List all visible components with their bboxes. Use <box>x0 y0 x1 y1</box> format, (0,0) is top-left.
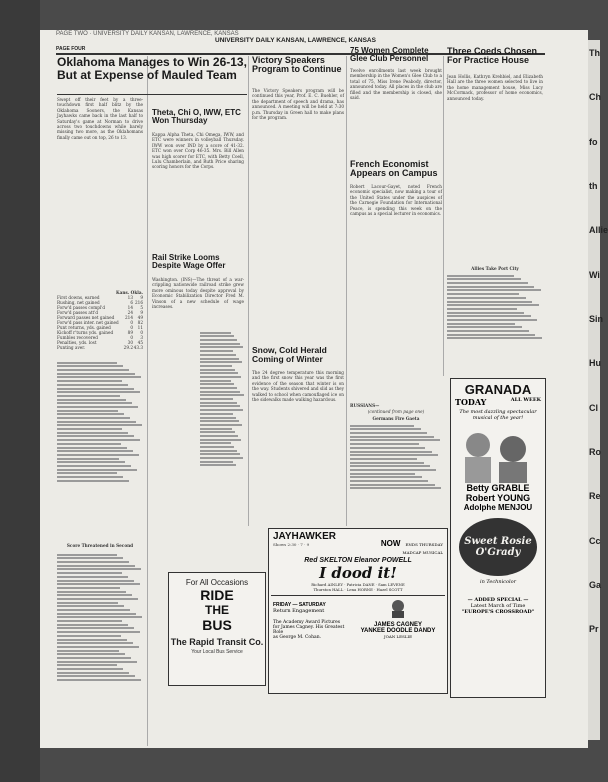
stats-value: 45 <box>137 340 143 346</box>
article-continued-rail <box>200 330 244 530</box>
right-page-fragment: Th <box>589 48 600 58</box>
stats-value: 29.2 <box>123 345 133 351</box>
top-header: PAGE TWO · UNIVERSITY DAILY KANSAN, LAWRENCE, KANSAS <box>56 31 239 37</box>
stats-label: Penalties, yds. lost <box>57 340 97 346</box>
stats-value: 3 <box>140 335 143 341</box>
jayhawker-cast1: Richard AINLEY · Patricia DANE · Sam LEVENE <box>311 582 405 587</box>
cagney-portrait-icon <box>388 598 408 618</box>
stats-label: First downs, earned <box>57 295 100 301</box>
stats-value: 43.3 <box>133 345 143 351</box>
subhead-gaeta: Germans Fire Gaeta <box>372 416 420 421</box>
russians-continued: (continued from page one) <box>367 409 425 414</box>
column-divider <box>248 56 249 526</box>
granada-stars-illustration-icon <box>453 423 543 483</box>
article-body-russians <box>350 423 442 523</box>
right-page-fragment: Pr <box>589 624 599 635</box>
headline-rail-strike: Rail Strike Looms Despite Wage Offer <box>152 253 226 271</box>
granada-grable: Betty GRABLE <box>466 483 530 493</box>
right-page-fragment: Allie <box>589 225 608 236</box>
article-body-oklahoma: Swept off their feet by a three-touchdown first half blitz by the Oklahoma Sooners, the Kansas Jayhawks came back in the last half to Saturday's game at Norman to drive across two touchdowns while barely missing two more, as the Oklahomans finally came out on top, 26 to 13. <box>57 97 143 140</box>
ad-transit-tagline: Your Local Bus Service <box>191 649 243 655</box>
headline-theta: Theta, Chi O, IWW, ETC Won Thursday <box>152 108 241 126</box>
jayhawker-cast2: Thurston HALL · Lena HORNE · Hazel SCOTT <box>313 587 403 592</box>
right-page-fragment: Ro <box>589 447 601 458</box>
granada-promo: The most dazzling spectacular musical of the year! <box>459 409 537 421</box>
granada-title-badge <box>459 518 537 576</box>
article-body-glee: Twelve enrollments last week brought membership in the Women's Glee Club to a total of 75, Miss Irene Peabody, director, announced today. All places in the club are filled and the membership is closed, she said. <box>350 68 442 101</box>
subhead-russians: RUSSIANS— <box>350 403 380 408</box>
jayhawker-award2: for James Cagney. His Greatest Role <box>273 625 345 635</box>
right-page-fragment: Ga <box>589 580 602 591</box>
column-divider <box>147 56 148 746</box>
jayhawker-theater: JAYHAWKER <box>273 531 336 542</box>
stats-value: 0 <box>130 335 133 341</box>
granada-young: Robert YOUNG <box>465 493 531 503</box>
ad-transit-line2: RIDE <box>200 587 234 603</box>
headline-glee-club: 75 Women Complete Glee Club Personnel <box>350 46 429 64</box>
stats-value: 216 <box>135 300 143 306</box>
granada-latest: Latest March of Time <box>470 603 526 609</box>
right-page-fragments <box>589 48 608 669</box>
stats-value: 9 <box>140 310 143 316</box>
article-tail-oklahoma <box>57 552 143 742</box>
article-body-snow: The 24 degree temperature this morning and the first snow this year was the first evidence of the season that winter is on the way. Students shivered and slid as they walked to school when camouflaged ice on the sidewalks made walking hazardous. <box>252 370 344 403</box>
headline-coeds: Three Coeds Chosen For Practice House <box>447 46 538 66</box>
stats-value: 82 <box>137 320 143 326</box>
article-body-french: Robert Lacour-Gayet, noted French economic specialist, now making a tour of the United States under the auspices of the Carnegie Foundation for International Peace, is spending this week on the campus as a special lecturer in economics. <box>350 184 442 217</box>
article-body-coeds: Jean Hollis, Kathryn Krehbiel, and Elizabeth Hall are the three women selected to live in the home management house, Miss Lucy McCormack, professor of home economics, announced today. <box>447 74 543 101</box>
jayhawker-leslie: JOAN LESLIE <box>383 634 412 639</box>
stats-value: 5 <box>140 305 143 311</box>
stats-value: 214 <box>125 315 133 321</box>
subhead-allies: Allies Take Port City <box>471 266 519 271</box>
article-body-theta: Kappa Alpha Theta, Chi Omega, IWW, and ETC were winners in volleyball Thursday. IWW won over IND by a score of 41-32. ETC won over Corp 46-35. Mrs. Bill Allen was high scorer for ETC, with Betty Coell, Lulu Chamberlain, and Ruth Price sharing scoring honors for the Corps. <box>152 132 244 170</box>
stats-label: Forw'd passes compl'd <box>57 305 106 311</box>
jayhawker-friday: FRIDAY — SATURDAY <box>273 602 326 608</box>
stats-value: 24 <box>127 310 133 316</box>
stats-label: Forw'd passes att'd <box>57 310 99 316</box>
stats-value: 14 <box>127 305 133 311</box>
right-page-fragment: Sin <box>589 314 604 325</box>
jayhawker-stars: Red SKELTON Eleanor POWELL <box>304 557 412 564</box>
stats-label: Rushing, net gained <box>57 300 100 306</box>
column-divider <box>443 56 444 376</box>
right-page-fragment: Hu <box>589 358 601 369</box>
article-tail-coeds <box>447 273 543 373</box>
headline-victory-speakers: Victory Speakers Program to Continue <box>252 55 342 75</box>
ad-rapid-transit <box>168 572 266 686</box>
ad-transit-line3: THE <box>205 603 229 617</box>
right-page-fragment: Ch <box>589 92 601 103</box>
stats-label: Forw'd pass inter. net gained <box>57 320 119 326</box>
granada-added: — ADDED SPECIAL — <box>467 597 529 603</box>
jayhawker-award3: as George M. Cohan. <box>273 635 322 640</box>
game-stats-table <box>57 290 143 350</box>
article-continued-oklahoma <box>57 360 143 540</box>
stats-value: 9 <box>140 295 143 301</box>
column-divider <box>346 56 347 526</box>
subhead-oklahoma: Score Threatened in Second <box>66 543 134 548</box>
stats-label: Forward passes net gained <box>57 315 115 321</box>
jayhawker-ends: ENDS THURSDAY <box>405 542 443 547</box>
jayhawker-top-row <box>269 529 447 557</box>
right-page-fragment: Cc <box>589 535 601 546</box>
stats-label: Punt returns, yds. gained <box>57 325 111 331</box>
jayhawker-return: Return Engagement <box>273 608 325 614</box>
ad-transit-line4: BUS <box>202 617 232 633</box>
jayhawker-yankee: YANKEE DOODLE DANDY <box>360 628 436 634</box>
jayhawker-title: I dood it! <box>319 564 397 582</box>
ad-transit-line1: For All Occasions <box>185 578 249 587</box>
granada-menjou: Adolphe MENJOU <box>463 503 533 512</box>
granada-europe: "EUROPE'S CROSSROAD" <box>461 609 535 615</box>
granada-allweek: ALL WEEK <box>510 397 541 403</box>
jayhawker-award1: The Academy Award Pictures <box>273 620 341 625</box>
ad-transit-company: The Rapid Transit Co. <box>170 637 264 647</box>
right-page-fragment: Cl <box>589 402 598 413</box>
stats-value: 89 <box>127 330 133 336</box>
article-body-victory: The Victory Speakers program will be continued this year, Prof. E. C. Buehler, of the department of speech and drama, has announced. A meeting will be held at 7:30 p.m. Thursday in Green hall to make plans for the program. <box>252 88 344 121</box>
ad-jayhawker <box>268 528 448 694</box>
stats-value: 0 <box>140 330 143 336</box>
stats-label: Fumbles recovered <box>57 335 98 341</box>
stats-label: Kickoff r'turns yds. gained <box>57 330 114 336</box>
right-page-fragment: fo <box>589 136 598 147</box>
stats-rows <box>57 295 143 350</box>
jayhawker-now: NOW <box>380 539 401 548</box>
stats-value: 6 <box>130 300 133 306</box>
stats-value: 0 <box>130 320 133 326</box>
granada-theater: GRANADA <box>464 382 532 397</box>
jayhawker-shows: Shows 2:30 · 7 · 9 <box>273 542 310 547</box>
right-page-fragment: th <box>589 181 598 192</box>
headline-french-economist: French Economist Appears on Campus <box>350 159 438 179</box>
headline-rule <box>57 94 247 95</box>
right-page-fragment: Re <box>589 491 601 502</box>
stats-label: Punting aver. <box>57 345 86 351</box>
right-page-fragment: Wi <box>589 269 600 280</box>
jayhawker-madcap: MADCAP MUSICAL <box>402 550 443 555</box>
left-page-shadow <box>0 0 40 782</box>
stats-value: 11 <box>137 325 143 331</box>
masthead: UNIVERSITY DAILY KANSAN, LAWRENCE, KANSAS <box>215 37 376 44</box>
stats-header: Kans. Okla. <box>116 290 143 295</box>
headline-snow: Snow, Cold Herald Coming of Winter <box>252 345 327 364</box>
stats-value: 0 <box>130 325 133 331</box>
page-label: PAGE FOUR <box>56 46 86 52</box>
granada-title: Sweet Rosie O'Grady <box>464 536 532 558</box>
stats-value: 13 <box>127 295 133 301</box>
granada-today: TODAY <box>455 397 487 407</box>
headline-oklahoma: Oklahoma Manages to Win 26-13, But at Expense of Mauled Team <box>57 55 247 82</box>
ad-granada <box>450 378 546 698</box>
granada-color: in Technicolor <box>480 579 516 585</box>
jayhawker-cagney: JAMES CAGNEY <box>373 622 422 628</box>
stats-value: 49 <box>137 315 143 321</box>
stats-row <box>57 345 143 350</box>
article-body-rail: Washington. (INS)—The threat of a war-crippling nationwide railroad strike grew more ominous today despite approval by Economic Stabilization Director Fred M. Vinson of a new schedule of wage increases. <box>152 277 244 310</box>
stats-value: 30 <box>127 340 133 346</box>
